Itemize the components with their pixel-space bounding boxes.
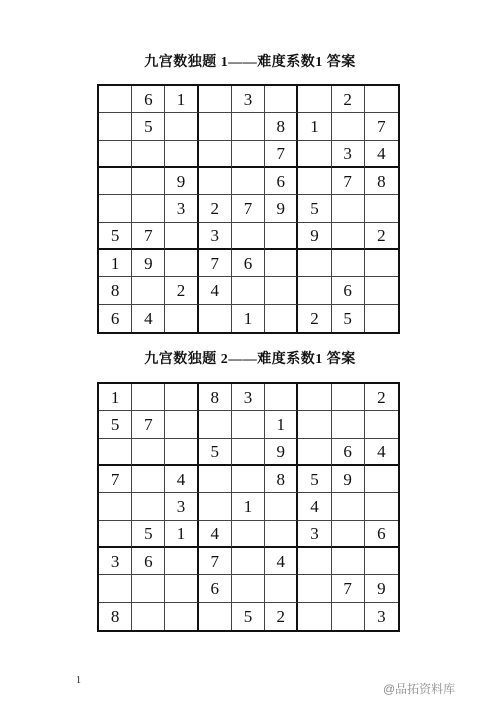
page-number: 1 — [76, 675, 81, 686]
sudoku-cell — [99, 195, 132, 222]
sudoku-cell — [265, 86, 298, 113]
sudoku-cell: 8 — [265, 466, 298, 493]
sudoku-cell: 9 — [132, 250, 165, 277]
sudoku-cell — [298, 384, 331, 411]
sudoku-cell — [365, 411, 398, 438]
sudoku-cell: 8 — [265, 113, 298, 140]
sudoku-cell — [365, 548, 398, 575]
sudoku-cell — [298, 411, 331, 438]
sudoku-cell: 7 — [265, 141, 298, 168]
sudoku-cell: 4 — [199, 277, 232, 304]
sudoku-grid-1 — [97, 84, 400, 334]
sudoku-cell: 3 — [165, 195, 198, 222]
puzzle-1-title: 九宫数独题 1——难度系数1 答案 — [144, 55, 356, 70]
sudoku-cell: 6 — [265, 168, 298, 195]
sudoku-cell: 3 — [232, 86, 265, 113]
sudoku-cell: 1 — [165, 86, 198, 113]
sudoku-cell: 7 — [232, 195, 265, 222]
sudoku-cell: 9 — [298, 223, 331, 250]
sudoku-cell — [199, 141, 232, 168]
sudoku-cell — [132, 141, 165, 168]
sudoku-cell: 6 — [132, 86, 165, 113]
sudoku-cell — [199, 493, 232, 520]
sudoku-cell: 9 — [165, 168, 198, 195]
sudoku-cell — [165, 113, 198, 140]
sudoku-cell — [365, 195, 398, 222]
sudoku-cell — [232, 411, 265, 438]
sudoku-cell: 8 — [199, 384, 232, 411]
sudoku-cell: 2 — [265, 603, 298, 630]
sudoku-cell — [265, 575, 298, 602]
sudoku-cell — [199, 86, 232, 113]
sudoku-cell: 4 — [199, 521, 232, 548]
sudoku-cell: 3 — [232, 384, 265, 411]
sudoku-cell — [132, 603, 165, 630]
sudoku-cell: 9 — [265, 439, 298, 466]
sudoku-cell: 1 — [165, 521, 198, 548]
sudoku-cell — [165, 305, 198, 332]
sudoku-cell: 1 — [99, 250, 132, 277]
sudoku-cell — [199, 113, 232, 140]
sudoku-cell — [265, 250, 298, 277]
sudoku-cell: 4 — [132, 305, 165, 332]
sudoku-cell — [365, 493, 398, 520]
sudoku-cell — [232, 575, 265, 602]
puzzle-2-title: 九宫数独题 2——难度系数1 答案 — [144, 352, 356, 367]
sudoku-cell: 6 — [332, 277, 365, 304]
sudoku-cell — [365, 86, 398, 113]
sudoku-cell: 5 — [298, 466, 331, 493]
sudoku-grid-2 — [97, 382, 400, 632]
sudoku-cell: 4 — [165, 466, 198, 493]
sudoku-cell: 3 — [99, 548, 132, 575]
sudoku-cell — [232, 548, 265, 575]
sudoku-cell — [165, 411, 198, 438]
sudoku-cell — [232, 168, 265, 195]
watermark: @品拓资料库 — [383, 682, 456, 696]
sudoku-cell — [199, 168, 232, 195]
sudoku-cell: 2 — [365, 223, 398, 250]
sudoku-cell — [265, 521, 298, 548]
sudoku-cell: 7 — [199, 548, 232, 575]
sudoku-cell: 7 — [199, 250, 232, 277]
sudoku-cell — [232, 466, 265, 493]
sudoku-cell: 7 — [132, 223, 165, 250]
sudoku-cell — [298, 603, 331, 630]
sudoku-cell: 7 — [365, 113, 398, 140]
sudoku-cell — [165, 439, 198, 466]
sudoku-cell — [232, 439, 265, 466]
sudoku-cell — [232, 277, 265, 304]
sudoku-cell: 3 — [165, 493, 198, 520]
sudoku-cell: 3 — [377, 606, 386, 626]
sudoku-cell — [298, 439, 331, 466]
sudoku-cell: 2 — [332, 86, 365, 113]
sudoku-cell — [332, 493, 365, 520]
sudoku-cell: 5 — [99, 223, 132, 250]
sudoku-cell — [332, 195, 365, 222]
sudoku-cell — [165, 223, 198, 250]
sudoku-cell — [132, 439, 165, 466]
sudoku-cell: 4 — [298, 493, 331, 520]
sudoku-cell: 5 — [298, 195, 331, 222]
sudoku-cell — [99, 439, 132, 466]
sudoku-cell — [165, 141, 198, 168]
sudoku-cell — [99, 113, 132, 140]
sudoku-cell — [199, 466, 232, 493]
sudoku-cell — [332, 113, 365, 140]
sudoku-cell — [165, 575, 198, 602]
sudoku-cell: 4 — [365, 439, 398, 466]
sudoku-cell — [265, 277, 298, 304]
sudoku-cell — [132, 466, 165, 493]
sudoku-cell — [265, 493, 298, 520]
sudoku-cell: 6 — [332, 439, 365, 466]
sudoku-cell — [99, 493, 132, 520]
sudoku-cell — [298, 250, 331, 277]
sudoku-cell: 3 — [199, 223, 232, 250]
sudoku-cell: 2 — [298, 305, 331, 332]
sudoku-cell: 2 — [365, 384, 398, 411]
sudoku-cell — [332, 223, 365, 250]
sudoku-cell — [365, 250, 398, 277]
sudoku-cell — [232, 521, 265, 548]
sudoku-cell — [332, 411, 365, 438]
sudoku-cell: 8 — [365, 168, 398, 195]
sudoku-cell — [99, 86, 132, 113]
sudoku-cell — [265, 384, 298, 411]
sudoku-cell — [165, 603, 198, 630]
sudoku-cell — [365, 305, 398, 332]
sudoku-cell: 5 — [232, 603, 265, 630]
sudoku-cell: 2 — [165, 277, 198, 304]
sudoku-cell — [199, 411, 232, 438]
sudoku-cell: 5 — [199, 439, 232, 466]
sudoku-cell — [99, 521, 132, 548]
sudoku-cell — [232, 113, 265, 140]
sudoku-cell — [298, 141, 331, 168]
sudoku-cell — [265, 305, 298, 332]
sudoku-cell — [365, 277, 398, 304]
sudoku-cell: 7 — [332, 168, 365, 195]
sudoku-cell: 6 — [365, 521, 398, 548]
sudoku-cell — [332, 548, 365, 575]
sudoku-cell: 7 — [332, 575, 365, 602]
sudoku-cell: 3 — [298, 521, 331, 548]
sudoku-cell — [232, 223, 265, 250]
sudoku-cell: 7 — [132, 411, 165, 438]
sudoku-cell: 5 — [132, 521, 165, 548]
sudoku-cell — [99, 575, 132, 602]
sudoku-cell: 9 — [332, 466, 365, 493]
sudoku-cell: 7 — [99, 466, 132, 493]
sudoku-cell: 2 — [199, 195, 232, 222]
sudoku-cell: 8 — [99, 277, 132, 304]
sudoku-cell: 6 — [99, 305, 132, 332]
sudoku-cell: 3 — [332, 141, 365, 168]
sudoku-cell: 5 — [332, 305, 365, 332]
sudoku-cell — [132, 277, 165, 304]
sudoku-cell: 6 — [132, 548, 165, 575]
sudoku-cell: 1 — [232, 305, 265, 332]
sudoku-cell — [199, 305, 232, 332]
sudoku-cell: 6 — [199, 575, 232, 602]
sudoku-cell — [298, 86, 331, 113]
sudoku-cell — [332, 521, 365, 548]
sudoku-cell — [132, 195, 165, 222]
sudoku-cell — [165, 250, 198, 277]
sudoku-cell — [132, 168, 165, 195]
sudoku-cell — [298, 168, 331, 195]
sudoku-cell — [199, 603, 232, 630]
sudoku-cell: 8 — [99, 603, 132, 630]
sudoku-cell — [132, 575, 165, 602]
sudoku-cell — [132, 384, 165, 411]
sudoku-cell — [165, 384, 198, 411]
sudoku-cell: 9 — [265, 195, 298, 222]
sudoku-cell: 6 — [232, 250, 265, 277]
sudoku-cell — [298, 277, 331, 304]
sudoku-cell — [332, 384, 365, 411]
sudoku-cell — [265, 223, 298, 250]
sudoku-cell — [165, 548, 198, 575]
sudoku-cell — [365, 466, 398, 493]
sudoku-cell: 1 — [99, 384, 132, 411]
sudoku-cell: 4 — [265, 548, 298, 575]
sudoku-cell: 9 — [365, 575, 398, 602]
sudoku-cell — [99, 168, 132, 195]
sudoku-cell — [332, 603, 365, 630]
sudoku-cell: 1 — [232, 493, 265, 520]
sudoku-cell: 5 — [132, 113, 165, 140]
sudoku-cell — [332, 250, 365, 277]
sudoku-cell: 1 — [298, 113, 331, 140]
sudoku-cell: 5 — [99, 411, 132, 438]
sudoku-cell — [298, 575, 331, 602]
sudoku-cell — [99, 141, 132, 168]
sudoku-cell: 4 — [365, 141, 398, 168]
sudoku-cell — [132, 493, 165, 520]
sudoku-cell — [232, 141, 265, 168]
sudoku-cell — [298, 548, 331, 575]
sudoku-cell: 1 — [265, 411, 298, 438]
